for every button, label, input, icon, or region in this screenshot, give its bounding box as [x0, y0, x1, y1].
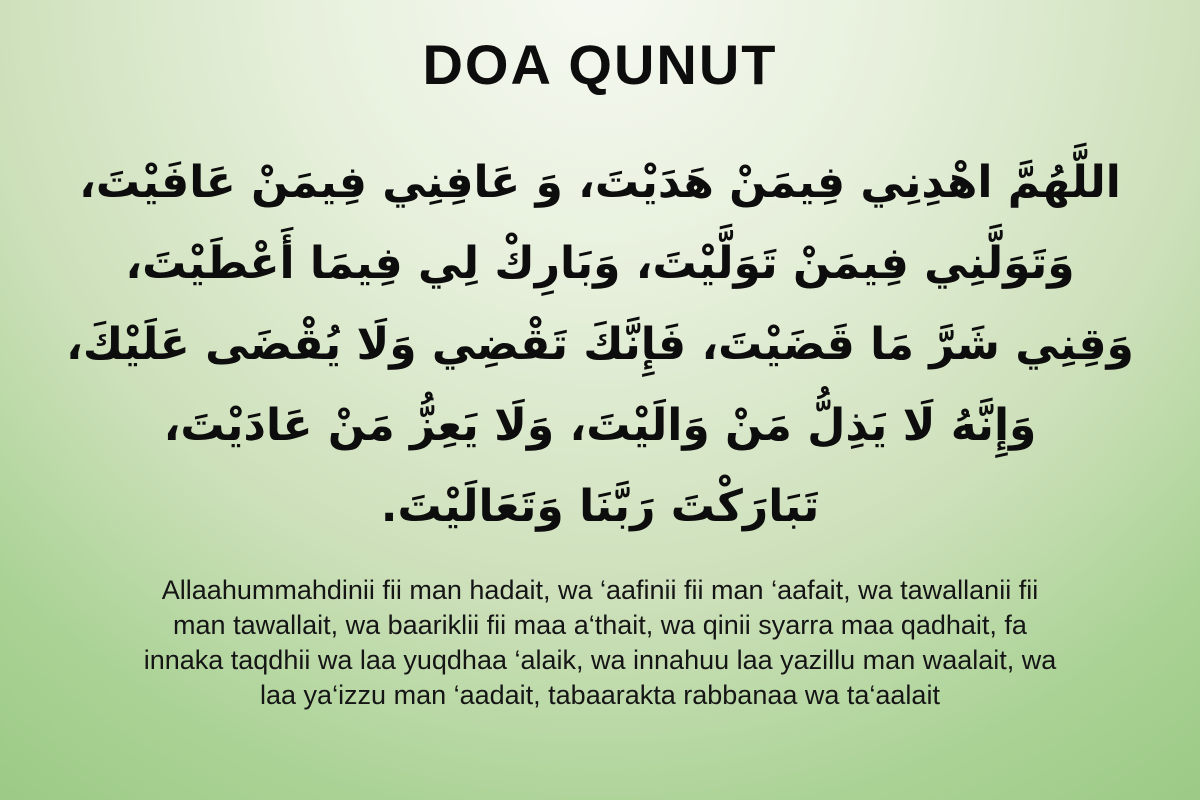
transliteration-block	[144, 573, 1057, 713]
transliteration-line-4: laa ya‘izzu man ‘aadait, tabaarakta rabbanaa wa ta‘aalait	[260, 680, 940, 710]
arabic-line-1: اللَّهُمَّ اهْدِنِي فِيمَنْ هَدَيْتَ، وَ عَافِنِي فِيمَنْ عَافَيْتَ،	[79, 157, 1121, 208]
arabic-line-5: تَبَارَكْتَ رَبَّنَا وَتَعَالَيْتَ.	[380, 481, 820, 532]
transliteration-line-2: man tawallait, wa baariklii fii maa a‘thait, wa qinii syarra maa qadhait, fa	[173, 610, 1027, 640]
transliteration-line-3: innaka taqdhii wa laa yuqdhaa ‘alaik, wa innahuu laa yazillu man waalait, wa	[143, 645, 1057, 675]
arabic-line-2: وَتَوَلَّنِي فِيمَنْ تَوَلَّيْتَ، وَبَارِكْ لِي فِيمَا أَعْطَيْتَ،	[125, 238, 1075, 289]
arabic-line-3: وَقِنِي شَرَّ مَا قَضَيْتَ، فَإِنَّكَ تَقْضِي وَلَا يُقْضَى عَلَيْكَ،	[66, 319, 1134, 370]
arabic-line-4: وَإِنَّهُ لَا يَذِلُّ مَنْ وَالَيْتَ، وَلَا يَعِزُّ مَنْ عَادَيْتَ،	[163, 400, 1037, 451]
arabic-prayer-block	[66, 142, 1134, 547]
transliteration-line-1: Allaahummahdinii fii man hadait, wa ‘aafinii fii man ‘aafait, wa tawallanii fii	[161, 575, 1039, 605]
poster-title: DOA QUNUT	[422, 33, 778, 96]
